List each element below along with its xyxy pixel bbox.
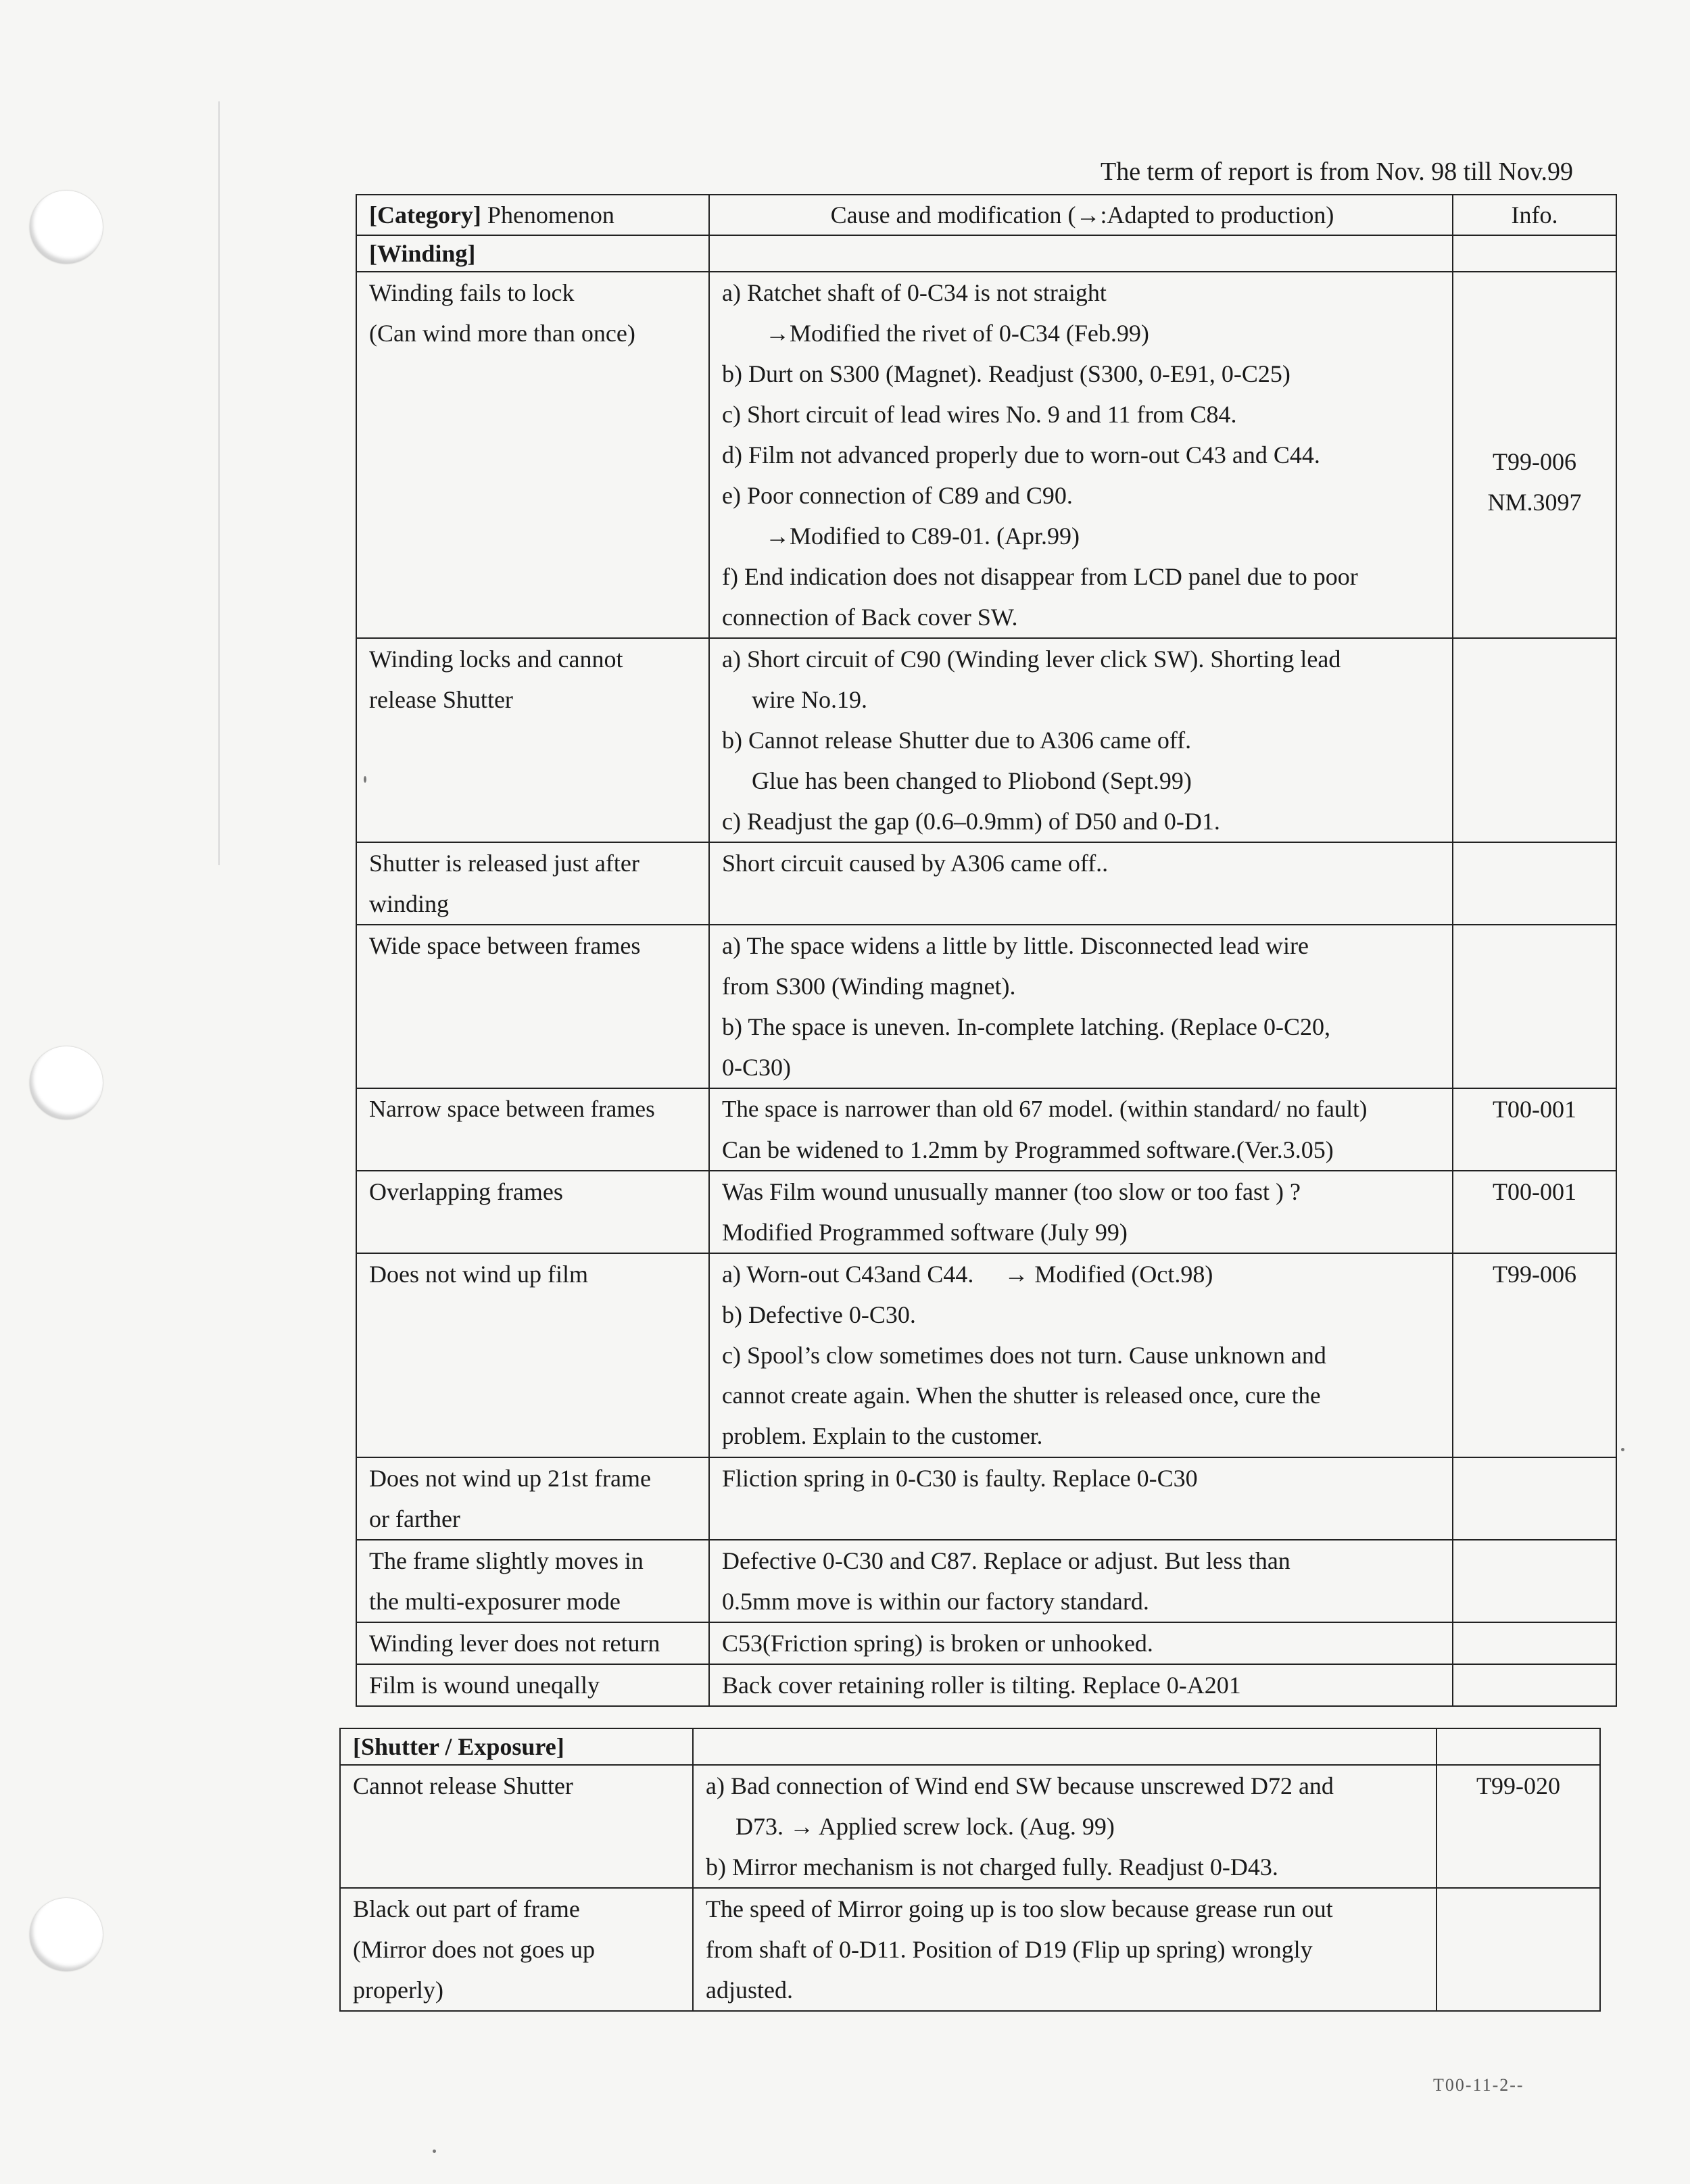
cause-cell: The speed of Mirror going up is too slow because grease run out from shaft of 0-D11. Position of D19 (Flip up spring) wrongly adjusted.: [693, 1888, 1436, 2011]
phenomenon-cell: Winding fails to lock (Can wind more than once): [356, 272, 709, 638]
info-cell: T99-020: [1436, 1765, 1600, 1888]
cause-cell: a) Bad connection of Wind end SW because unscrewed D72 and D73. → Applied screw lock. (Aug. 99) b) Mirror mechanism is not charged fully. Readjust 0-D43.: [693, 1765, 1436, 1888]
info-cell: [1436, 1888, 1600, 2011]
info-cell: T99-006: [1453, 1253, 1616, 1457]
phenomenon-cell: Winding locks and cannot release Shutter: [356, 638, 709, 842]
table-row: [356, 1171, 1616, 1253]
phenomenon-cell: Shutter is released just after winding: [356, 842, 709, 925]
header-info: Info.: [1453, 195, 1616, 235]
header-cause: Cause and modification (→:Adapted to production): [709, 195, 1453, 235]
cause-cell: Short circuit caused by A306 came off..: [709, 842, 1453, 925]
cause-cell: C53(Friction spring) is broken or unhooked.: [709, 1622, 1453, 1664]
cause-cell: a) Ratchet shaft of 0-C34 is not straight →Modified the rivet of 0-C34 (Feb.99) b) Durt on S300 (Magnet). Readjust (S300, 0-E91, 0-C25) c) Short circuit of lead wires No. 9 and 11 from C84. d) Film not advanced properly due to worn-out C43 and C44. e) Poor connection of C89 and C90. →Modified to C89-01. (Apr.99) f) End indication does not disappear from LCD panel due to poor connection of Back cover SW.: [709, 272, 1453, 638]
punch-hole-top: [30, 191, 103, 264]
info-cell: [1453, 1664, 1616, 1706]
speck: [1621, 1448, 1624, 1451]
phenomenon-cell: Does not wind up 21st frame or farther: [356, 1457, 709, 1540]
section-row-winding: [356, 235, 1616, 272]
table-row: [340, 1765, 1600, 1888]
phenomenon-cell: Cannot release Shutter: [340, 1765, 693, 1888]
info-cell: T00-001: [1453, 1088, 1616, 1171]
table-header-row: [356, 195, 1616, 235]
info-cell: T99-006 NM.3097: [1453, 272, 1616, 638]
table-row: [356, 272, 1616, 638]
speck: [433, 2150, 436, 2153]
table-row: [356, 1664, 1616, 1706]
cause-cell: Was Film wound unusually manner (too slow or too fast ) ? Modified Programmed software (July 99): [709, 1171, 1453, 1253]
info-cell: [1453, 638, 1616, 842]
phenomenon-cell: Does not wind up film: [356, 1253, 709, 1457]
section-title: [Winding]: [356, 235, 709, 272]
info-cell: [1453, 1540, 1616, 1622]
cause-cell: Defective 0-C30 and C87. Replace or adjust. But less than 0.5mm move is within our factory standard.: [709, 1540, 1453, 1622]
section-row-shutter: [340, 1728, 1600, 1765]
table-row: [340, 1888, 1600, 2011]
info-cell: T00-001: [1453, 1171, 1616, 1253]
phenomenon-cell: Overlapping frames: [356, 1171, 709, 1253]
header-phenomenon: [Category] Phenomenon: [356, 195, 709, 235]
phenomenon-cell: Winding lever does not return: [356, 1622, 709, 1664]
winding-table: [356, 194, 1617, 1707]
table-row: [356, 1088, 1616, 1171]
page-footer-code: T00-11-2--: [1433, 2075, 1524, 2095]
scan-edge-line: [218, 101, 220, 865]
phenomenon-cell: The frame slightly moves in the multi-exposurer mode: [356, 1540, 709, 1622]
punch-hole-middle: [30, 1046, 103, 1119]
table-row: [356, 842, 1616, 925]
table-row: [356, 925, 1616, 1088]
info-cell: [1453, 1622, 1616, 1664]
punch-hole-bottom: [30, 1898, 103, 1971]
table-row: [356, 1457, 1616, 1540]
cause-cell: Fliction spring in 0-C30 is faulty. Replace 0-C30: [709, 1457, 1453, 1540]
table-row: [356, 1253, 1616, 1457]
cause-cell: a) Worn-out C43and C44. → Modified (Oct.98) b) Defective 0-C30. c) Spool’s clow sometimes does not turn. Cause unknown and cannot create again. When the shutter is released once, cure the problem. Explain to the customer.: [709, 1253, 1453, 1457]
info-cell: [1453, 842, 1616, 925]
section-title: [Shutter / Exposure]: [340, 1728, 693, 1765]
cause-cell: a) The space widens a little by little. Disconnected lead wire from S300 (Winding magnet). b) The space is uneven. In-complete latching. (Replace 0-C20, 0-C30): [709, 925, 1453, 1088]
info-cell: [1453, 925, 1616, 1088]
phenomenon-cell: Wide space between frames: [356, 925, 709, 1088]
phenomenon-cell: Narrow space between frames: [356, 1088, 709, 1171]
table-row: [356, 1622, 1616, 1664]
info-cell: [1453, 1457, 1616, 1540]
phenomenon-cell: Film is wound uneqally: [356, 1664, 709, 1706]
shutter-exposure-table: [339, 1728, 1601, 2012]
cause-cell: The space is narrower than old 67 model. (within standard/ no fault) Can be widened to 1.2mm by Programmed software.(Ver.3.05): [709, 1088, 1453, 1171]
table-row: [356, 638, 1616, 842]
phenomenon-cell: Black out part of frame (Mirror does not goes up properly): [340, 1888, 693, 2011]
cause-cell: Back cover retaining roller is tilting. Replace 0-A201: [709, 1664, 1453, 1706]
cause-cell: a) Short circuit of C90 (Winding lever click SW). Shorting lead wire No.19. b) Cannot release Shutter due to A306 came off. Glue has been changed to Pliobond (Sept.99) c) Readjust the gap (0.6–0.9mm) of D50 and 0-D1.: [709, 638, 1453, 842]
table-row: [356, 1540, 1616, 1622]
report-term: The term of report is from Nov. 98 till Nov.99: [1101, 157, 1573, 186]
